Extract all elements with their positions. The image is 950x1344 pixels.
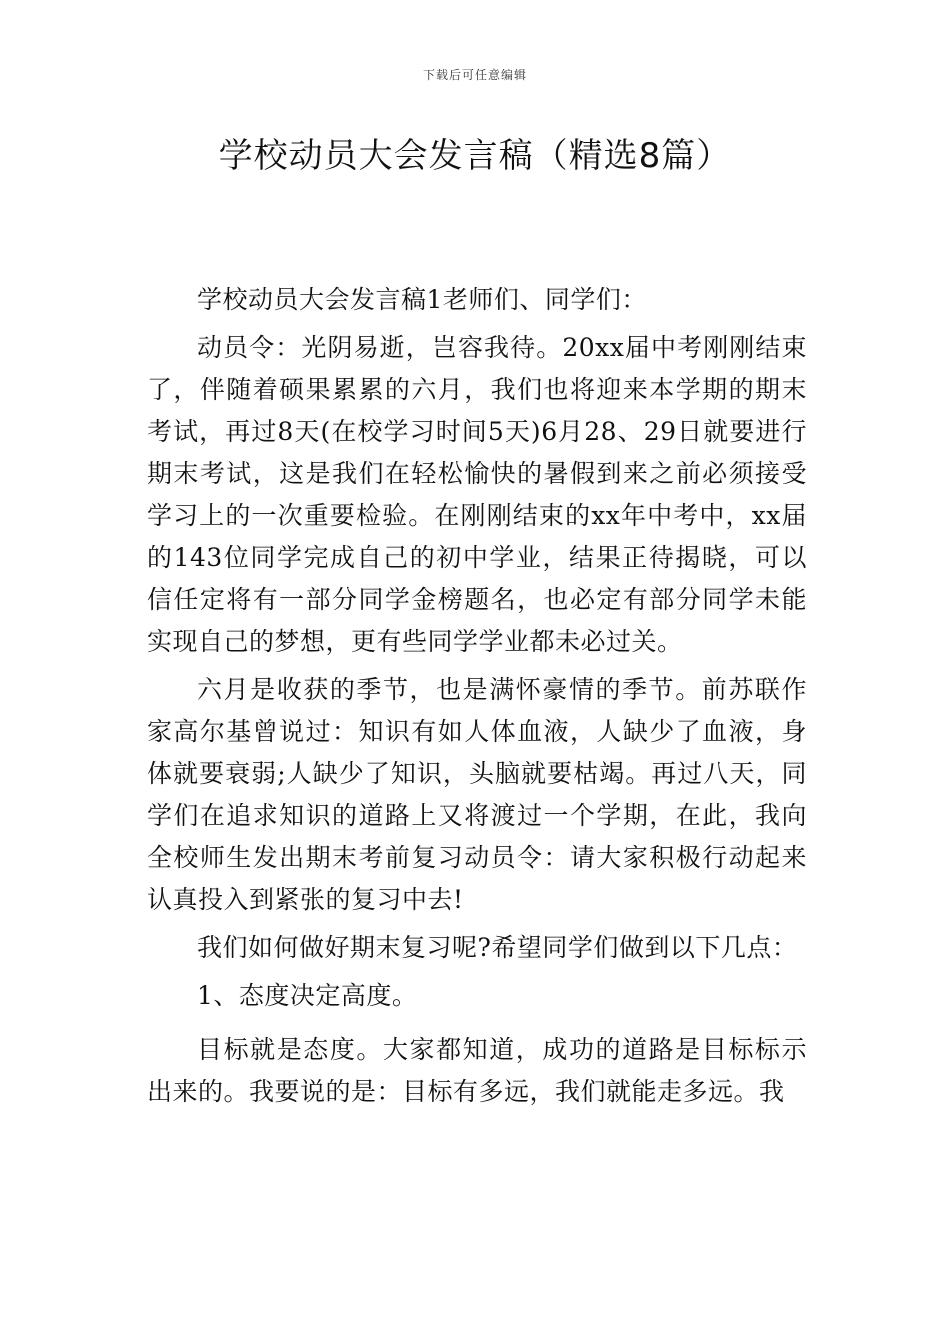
paragraph-3: 六月是收获的季节，也是满怀豪情的季节。前苏联作家高尔基曾说过：知识有如人体血液，人缺少了血液，身体就要衰弱;人缺少了知识，头脑就要枯竭。再过八天，同学们在追求知识的道路上又将渡过一个学期，在此，我向全校师生发出期末考前复习动员令：请大家积极行动起来认真投入到紧张的复习中去!	[147, 675, 807, 914]
paragraph-1: 学校动员大会发言稿1老师们、同学们：	[197, 285, 647, 314]
header-note: 下载后可任意编辑	[422, 68, 527, 82]
paragraph-5: 1、态度决定高度。	[197, 981, 418, 1010]
document-title: 学校动员大会发言稿（精选8篇）	[218, 136, 732, 176]
document-body	[147, 279, 807, 1113]
paragraph-2: 动员令：光阴易逝，岂容我待。20xx届中考刚刚结束了，伴随着硕果累累的六月，我们也将迎来本学期的期末考试，再过8天(在校学习时间5天)6月28、29日就要进行期末考试，这是我们在轻松愉快的暑假到来之前必须接受学习上的一次重要检验。在刚刚结束的xx年中考中，xx届的143位同学完成自己的初中学业，结果正待揭晓，可以信任定将有一部分同学金榜题名，也必定有部分同学未能实现自己的梦想，更有些同学学业都未必过关。	[147, 333, 807, 656]
paragraph-6: 目标就是态度。大家都知道，成功的道路是目标标示出来的。我要说的是：目标有多远，我们就能走多远。我	[147, 1035, 807, 1106]
paragraph-4: 我们如何做好期末复习呢?希望同学们做到以下几点：	[197, 933, 798, 962]
